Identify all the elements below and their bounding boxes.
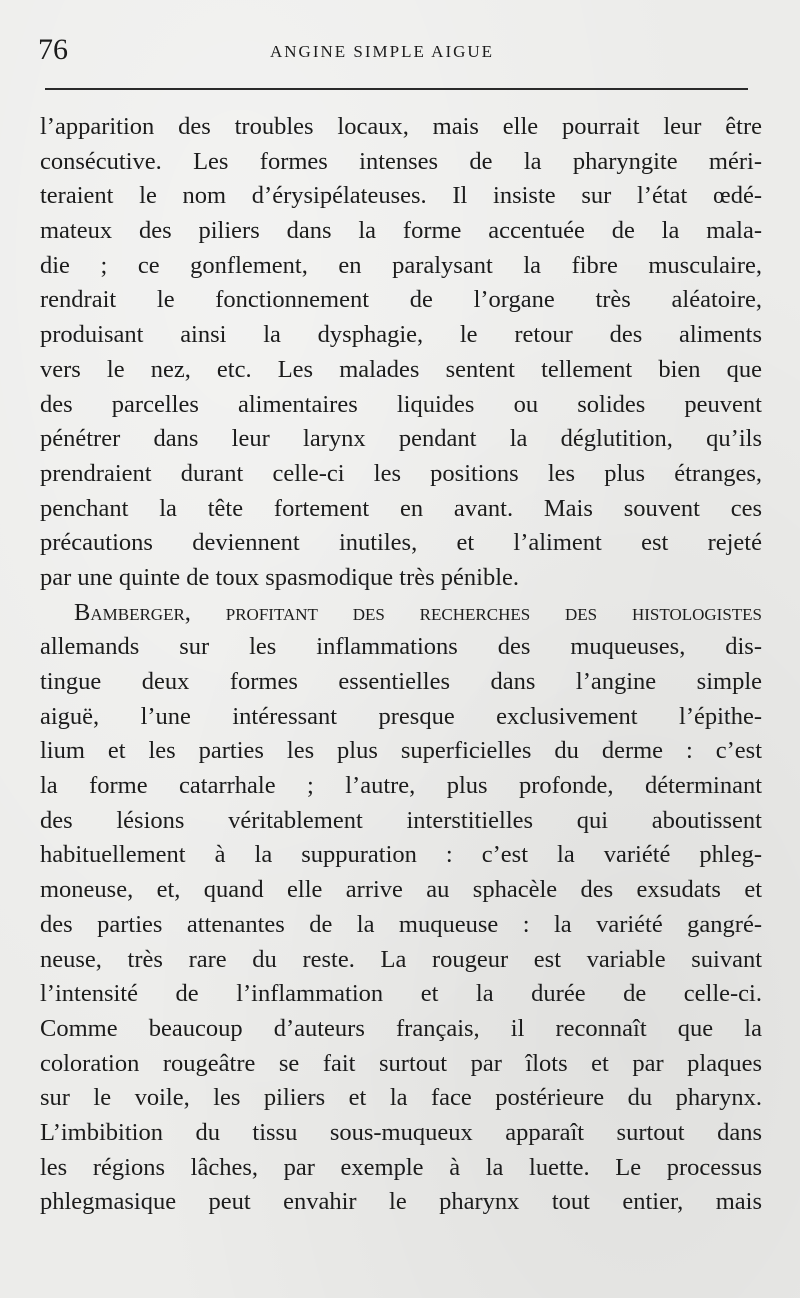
text-line: des parcelles alimentaires liquides ou solides peuvent <box>40 390 762 418</box>
body-text <box>40 110 762 1220</box>
text-line: die ; ce gonflement, en paralysant la fibre musculaire, <box>40 251 762 279</box>
text-line: précautions deviennent inutiles, et l’aliment est rejeté <box>40 529 762 557</box>
text-line: teraient le nom d’érysipélateuses. Il insiste sur l’état œdé- <box>40 182 762 210</box>
text-line: neuse, très rare du reste. La rougeur est variable suivant <box>40 945 762 973</box>
header-rule <box>45 88 748 90</box>
text-line: Comme beaucoup d’auteurs français, il reconnaît que la <box>40 1014 762 1042</box>
text-line: les régions lâches, par exemple à la luette. Le processus <box>40 1153 762 1181</box>
running-title: ANGINE SIMPLE AIGUE <box>270 42 495 61</box>
text-line: des parties attenantes de la muqueuse : la variété gangré- <box>40 910 762 938</box>
text-line: pénétrer dans leur larynx pendant la déglutition, qu’ils <box>40 425 762 453</box>
text-line: moneuse, et, quand elle arrive au sphacèle des exsudats et <box>40 876 762 904</box>
text-line: allemands sur les inflammations des muqueuses, dis- <box>40 633 762 661</box>
text-line: prendraient durant celle-ci les positions les plus étranges, <box>40 459 762 487</box>
text-line: mateux des piliers dans la forme accentuée de la mala- <box>40 217 762 245</box>
text-line: vers le nez, etc. Les malades sentent tellement bien que <box>40 355 762 383</box>
text-line: rendrait le fonctionnement de l’organe très aléatoire, <box>40 286 762 314</box>
text-line: aiguë, l’une intéressant presque exclusivement l’épithe- <box>40 702 762 730</box>
text-line: habituellement à la suppuration : c’est la variété phleg- <box>40 841 762 869</box>
text-line: phlegmasique peut envahir le pharynx tout entier, mais <box>40 1188 762 1216</box>
running-head <box>38 30 750 70</box>
paragraph-end-line: par une quinte de toux spasmodique très pénible. <box>40 563 519 591</box>
text-line: lium et les parties les plus superficielles du derme : c’est <box>40 737 762 765</box>
text-line: des lésions véritablement interstitielles qui aboutissent <box>40 806 762 834</box>
text-line: l’apparition des troubles locaux, mais elle pourrait leur être <box>40 113 762 140</box>
page-number: 76 <box>38 33 68 66</box>
text-line: penchant la tête fortement en avant. Mais souvent ces <box>40 494 762 522</box>
text-line: produisant ainsi la dysphagie, le retour des aliments <box>40 321 762 349</box>
text-line: consécutive. Les formes intenses de la pharyngite méri- <box>40 147 762 175</box>
text-line: tingue deux formes essentielles dans l’angine simple <box>40 668 762 695</box>
text-line: la forme catarrhale ; l’autre, plus profonde, déterminant <box>40 772 762 800</box>
text-line: L’imbibition du tissu sous-muqueux apparaît surtout dans <box>40 1118 762 1146</box>
text-line: sur le voile, les piliers et la face postérieure du pharynx. <box>40 1084 762 1112</box>
text-line: coloration rougeâtre se fait surtout par îlots et par plaques <box>40 1049 762 1077</box>
text-line: l’intensité de l’inflammation et la durée de celle-ci. <box>40 980 762 1008</box>
paragraph-start-line: Bamberger, profitant des recherches des histologistes <box>74 598 762 626</box>
